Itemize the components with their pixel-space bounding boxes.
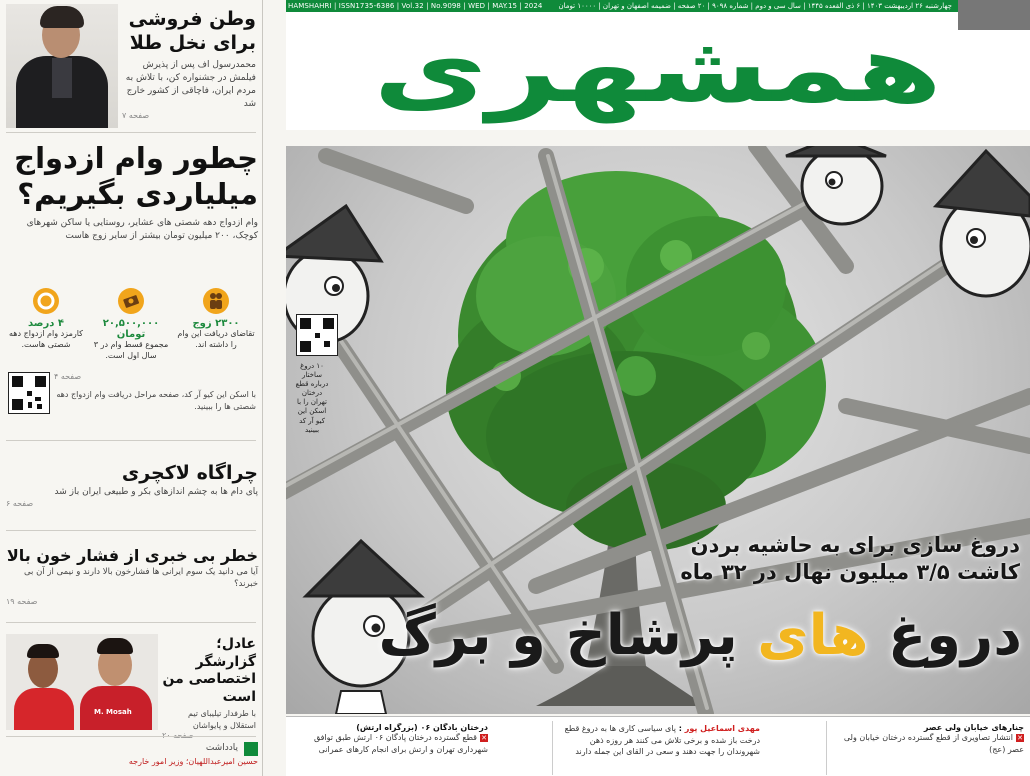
main-headline[interactable]	[378, 603, 1022, 668]
story-filmmaker-page: صفحه ۷	[122, 110, 150, 120]
note-marker	[244, 742, 258, 756]
x-mark-icon: ✕	[481, 734, 487, 742]
footballers-photo	[6, 634, 158, 730]
column-text: پای سیاسی کاری ها به دروغ قطع درخت باز شده و برخی تلاش می کنند هر روزه ذهن شهروندان را جهت دهند و سعی در القای این جمله دارند	[564, 724, 760, 757]
cover-illustration	[286, 146, 1030, 714]
note-author: حسین امیرعبداللهیان؛ وزیر امور خارجه	[128, 757, 258, 766]
stat-item	[91, 288, 171, 358]
loan-stats	[6, 288, 256, 358]
hero-qr-caption: ۱۰ دروغ ساختار درباره قطع درختان تهران را با اسکن این کیو آر کد ببینید	[295, 362, 329, 434]
story-adel-text: با طرفدار تیلیبای تیم استقلال و پایواشان	[188, 709, 256, 730]
pinocchio-head-right	[936, 151, 1030, 296]
stat-item	[176, 288, 256, 358]
column-text: انتشار تصاویری از قطع گسترده درختان خیابان ولی عصر (عج)	[843, 733, 1024, 754]
story-pasture-page: صفحه ۶	[6, 498, 34, 508]
headline-subtitle-2: کاشت ۳/۵ میلیون نهال در ۳۲ ماه	[680, 560, 1020, 585]
story-filmmaker[interactable]	[122, 8, 256, 120]
story-loan-text: وام ازدواج دهه شصتی های عشایر، روستایی یا ساکن شهرهای کوچک، ۲۰۰ میلیون تومان بیشتر از سایر زوج هاست	[26, 217, 258, 241]
story-filmmaker-text: محمدرسول اف پس از پذیرش فیلمش در جشنواره کن، با تلاش به مردم ایران، فاچاقی از کشور خارج شد	[125, 59, 256, 109]
author-photo	[6, 4, 118, 128]
qr-caption	[54, 372, 256, 412]
main-headline-accent: های	[757, 603, 869, 668]
main-headline-part1: دروغ	[887, 603, 1022, 668]
left-sidebar	[0, 0, 263, 776]
note-label: یادداشت	[205, 743, 238, 754]
people-icon	[203, 288, 229, 314]
column-divider	[552, 721, 553, 775]
story-bp-title: خطر بی خبری از فشار خون بالا	[6, 546, 258, 565]
qr-code[interactable]	[8, 372, 50, 414]
stat-label: مجموع قسط وام در ۳ سال اول است.	[93, 340, 169, 360]
column-text: قطع گسترده درختان پادگان ۰۶ ارتش طبق توافق شهرداری تهران و ارتش برای انجام کارهای عمرانی	[313, 733, 488, 754]
percent-circle-icon	[33, 288, 59, 314]
divider	[6, 132, 256, 133]
divider	[6, 440, 256, 441]
story-filmmaker-title-2: برای نخل طلا	[129, 31, 256, 54]
main-headline-part3: پرشاخ و برگ	[378, 603, 738, 668]
column-title: درختان بادگان ۰۶ (بزرگراه ارتش)	[356, 723, 488, 732]
headline-subtitle-1: دروغ سازی برای به حاشیه بردن	[690, 533, 1020, 557]
column-opinion[interactable]: مهدی اسماعیل پور : پای سیاسی کاری ها به دروغ قطع درخت باز شده و برخی تلاش می کنند هر روزه ذهن شهروندان را جهت دهند و سعی در القای این جمله دارند	[564, 724, 760, 757]
story-pasture[interactable]	[6, 462, 258, 508]
story-loan-page: صفحه ۴	[54, 372, 82, 381]
column-divider	[826, 721, 827, 775]
column-garrison-trees[interactable]	[300, 723, 488, 755]
x-mark-icon: ✕	[1017, 734, 1023, 742]
column-author: مهدی اسماعیل پور	[684, 724, 760, 733]
story-blood-pressure[interactable]	[6, 546, 258, 606]
headline-subtitle[interactable]	[500, 532, 1020, 587]
hero-qr-code[interactable]	[296, 314, 338, 356]
story-bp-text: آیا می دانید یک سوم ایرانی ها فشارخون بالا دارند و نیمی از آن بی خبرند؟	[23, 567, 258, 590]
issue-info-persian: چهارشنبه ۲۶ اردیبهشت ۱۴۰۳ | ۶ ذی القعده ۱۴۴۵ | سال سی و دوم | شماره ۹۰۹۸ | ۲۰ صفحه | ضمیمه اصفهان و تهران | ۱۰۰۰۰ تومان	[558, 2, 952, 10]
story-filmmaker-title-1: وطن فروشی	[128, 8, 256, 30]
stat-number: ۲۰,۵۰۰,۰۰۰ تومان	[102, 318, 160, 340]
story-adel-title-2: اختصاصی من است	[162, 671, 256, 705]
masthead	[286, 0, 1030, 130]
divider	[6, 736, 256, 737]
stat-number: ۴ درصد	[28, 318, 64, 329]
issue-info-latin: HAMSHAHRI | ISSN1735-6386 | Vol.32 | No.9098 | WED | MAY.15 | 2024	[288, 2, 543, 10]
stat-number: ۲۳۰۰ زوج	[192, 318, 240, 329]
column-title: چنارهای خیابان ولی عصر	[923, 723, 1024, 732]
stat-item	[6, 288, 86, 358]
story-pasture-title: چراگاه لاکچری	[121, 462, 258, 484]
story-bp-page: صفحه ۱۹	[6, 596, 38, 606]
stat-label: کارمزد وام ازدواج دهه شصتی هاست.	[8, 329, 83, 349]
divider	[6, 530, 256, 531]
note-column[interactable]	[6, 742, 258, 768]
jersey-text: M. Mosah	[94, 708, 132, 716]
story-loan-title-1: چطور وام ازدواج	[14, 141, 258, 175]
bottom-columns	[286, 716, 1030, 776]
divider	[6, 622, 256, 623]
column-valiasr-plane-trees[interactable]	[834, 723, 1024, 755]
story-adel-title-1: عادل؛ گزارشگر	[195, 636, 256, 670]
story-marriage-loan[interactable]	[6, 140, 258, 243]
story-loan-title-2: میلیاردی بگیریم؟	[17, 177, 258, 212]
story-pasture-text: پای دام ها به چشم اندازهای بکر و طبیعی ایران باز شد	[54, 486, 258, 497]
story-adel[interactable]	[162, 636, 256, 740]
stat-label: تقاضای دریافت این وام را داشته اند.	[177, 329, 255, 349]
newspaper-logo[interactable]	[286, 10, 1030, 130]
money-icon	[118, 288, 144, 314]
qr-caption-text: با اسکن این کیو آر کد، صفحه مراحل دریافت وام ازدواج دهه شصتی ها را ببینید.	[56, 390, 256, 411]
logo-text: همشهری	[373, 16, 943, 123]
